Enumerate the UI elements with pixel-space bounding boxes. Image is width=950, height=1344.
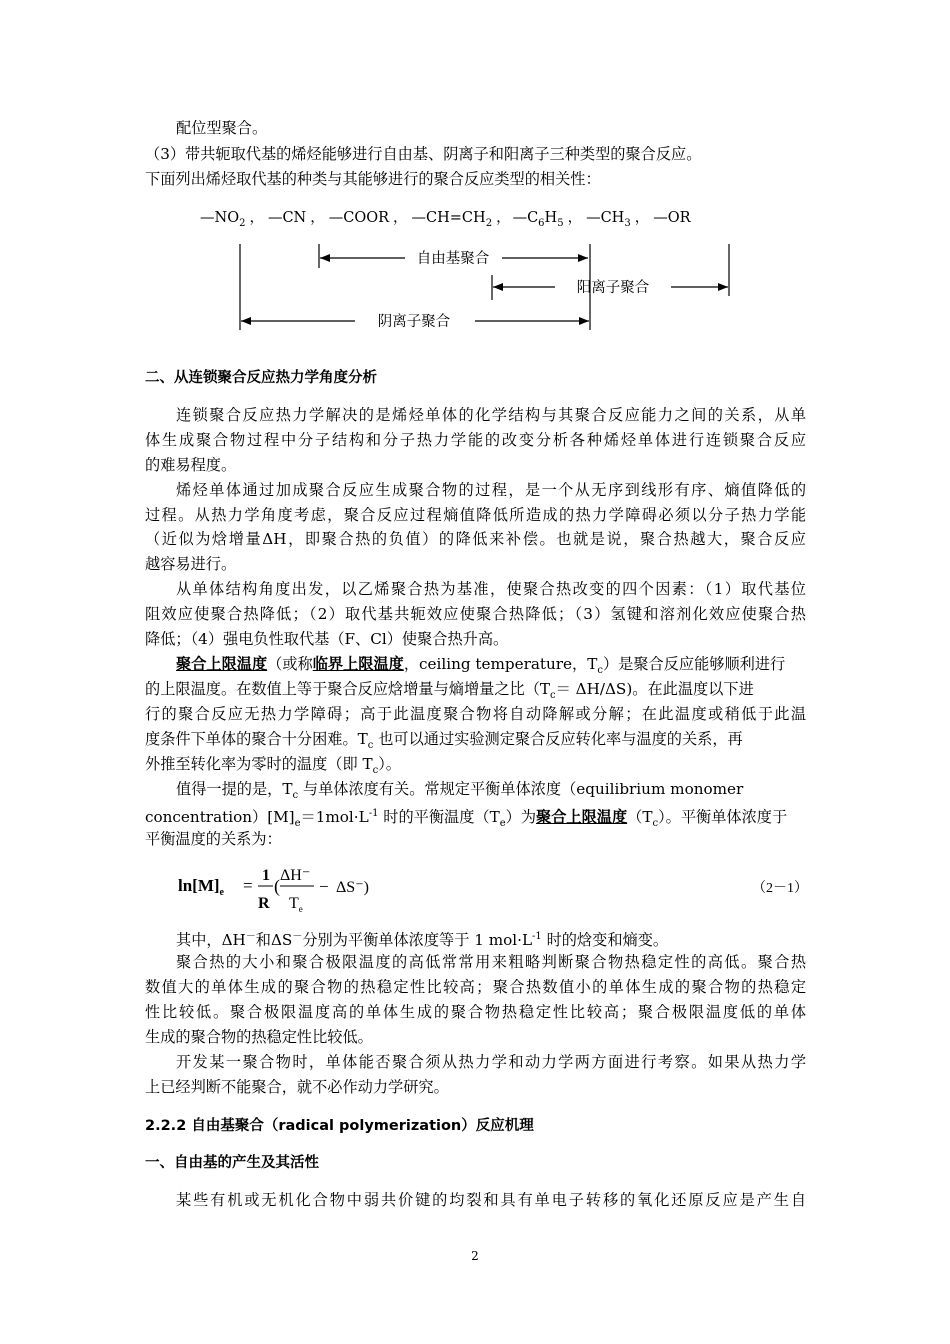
text-line: 的难易程度。 — [145, 456, 237, 474]
text-line: 烯烃单体通过加成聚合反应生成聚合物的过程，是一个从无序到线形有序、熵值降低的 — [176, 481, 806, 499]
text-line: 度条件下单体的聚合十分困难。$T_c$ 也可以通过实验测定聚合反应转化率与温度的关系，再 — [145, 730, 743, 752]
text-line: 值得一提的是，$T_c$ 与单体浓度有关。常规定平衡单体浓度（equilibrium monomer — [176, 780, 744, 802]
substituent-polymerization-diagram — [190, 200, 770, 340]
text-line: （近似为焓增量ΔH，即聚合热的负值）的降低来补偿。也就是说，聚合热越大，聚合反应 — [145, 530, 806, 548]
svg-text:ln[M]e: $\ln[M]_e$ — [178, 876, 224, 898]
anionic-polymerization-label: 阴离子聚合 — [377, 314, 451, 330]
equation-number: （2－1） — [752, 881, 808, 896]
svg-text:Te: $T_e$ — [289, 895, 303, 914]
text-line: 配位型聚合。 — [176, 119, 268, 137]
subsection-heading: 一、自由基的产生及其活性 — [145, 1155, 319, 1171]
text-line: 平衡温度的关系为： — [145, 830, 282, 848]
text-line: 下面列出烯烃取代基的种类与其能够进行的聚合反应类型的相关性： — [145, 170, 601, 188]
text-line: 从单体结构角度出发，以乙烯聚合热为基准，使聚合热改变的四个因素：（1）取代基位 — [176, 580, 806, 598]
svg-text:(: ( — [274, 876, 280, 896]
text-line: 行的聚合反应无热力学障碍；高于此温度聚合物将自动降解或分解；在此温度或稍低于此温 — [145, 705, 806, 723]
equation-2-1 — [176, 858, 816, 918]
term-ceiling-temperature: 聚合上限温度 — [536, 808, 628, 827]
text-line: 降低；（4）强电负性取代基（F、Cl）使聚合热升高。 — [145, 630, 509, 648]
text-line: 阻效应使聚合热降低；（2）取代基共轭效应使聚合热降低；（3）氢键和溶剂化效应使聚合热 — [145, 605, 806, 623]
radical-polymerization-label: 自由基聚合 — [416, 251, 490, 267]
page-number: 2 — [471, 1249, 479, 1263]
substituent-list: $—NO_2$ ， —CN ， —COOR ， $—CH=CH_2$ ， $—C_6H_5$ ， $—CH_3$ ， —OR — [200, 210, 691, 229]
text-line: 聚合上限温度（或称临界上限温度，ceiling temperature，$T_c$）是聚合反应能够顺利进行 — [176, 655, 786, 677]
text-line: 上已经判断不能聚合，就不必作动力学研究。 — [145, 1078, 449, 1096]
svg-text:ΔS⁻): ΔS⁻) — [336, 879, 369, 896]
svg-text:−: − — [319, 877, 329, 896]
svg-text:R: R — [258, 895, 270, 912]
cationic-polymerization-label: 阳离子聚合 — [576, 280, 650, 296]
text-line: 过程。从热力学角度考虑，聚合反应过程熵值降低所造成的热力学障碍必须以分子热力学能 — [145, 506, 806, 524]
text-line: 外推至转化率为零时的温度（即 $T_c$）。 — [145, 755, 401, 777]
section-heading: 二、从连锁聚合反应热力学角度分析 — [145, 370, 377, 386]
text-line: 体生成聚合物过程中分子结构和分子热力学能的改变分析各种烯烃单体进行连锁聚合反应 — [145, 431, 806, 449]
text-line: 数值大的单体生成的聚合物的热稳定性比较高；聚合热数值小的单体生成的聚合物的热稳定 — [145, 978, 806, 996]
text-line: 开发某一聚合物时，单体能否聚合须从热力学和动力学两方面进行考察。如果从热力学 — [176, 1053, 806, 1071]
text-line: 的上限温度。在数值上等于聚合反应焓增量与熵增量之比$(T_c= \Delta H/\Delta S)$。在此温度以下进 — [145, 680, 754, 702]
text-line: 某些有机或无机化合物中弱共价键的均裂和具有单电子转移的氧化还原反应是产生自 — [176, 1191, 806, 1209]
svg-text:ΔH⁻: ΔH⁻ — [280, 867, 311, 884]
text-line: 其中，ΔH－和ΔS－分别为平衡单体浓度等于 1 $mol\cdot L^{-1}$ 时的焓变和熵变。 — [176, 931, 669, 950]
text-line: 连锁聚合反应热力学解决的是烯烃单体的化学结构与其聚合反应能力之间的关系，从单 — [176, 406, 806, 424]
text-line: （3）带共轭取代基的烯烃能够进行自由基、阴离子和阳离子三种类型的聚合反应。 — [145, 145, 702, 163]
svg-text:1: 1 — [262, 867, 270, 884]
section-heading: 2.2.2 自由基聚合（radical polymerization）反应机理 — [145, 1118, 534, 1134]
text-line: $concentration)[M]_e=1mol\cdot L^{-1}$ 时的平衡温度$(T_e)$为聚合上限温度$(T_c)$。平衡单体浓度于 — [145, 808, 788, 830]
svg-text:=: = — [243, 876, 253, 895]
text-line: 越容易进行。 — [145, 555, 237, 573]
term-ceiling-temperature: 聚合上限温度 — [176, 655, 268, 673]
text-line: 生成的聚合物的热稳定性比较低。 — [145, 1028, 373, 1046]
term-critical-ceiling-temperature: 临界上限温度 — [312, 655, 404, 673]
text-line: 性比较低。聚合极限温度高的单体生成的聚合物热稳定性比较高；聚合极限温度低的单体 — [145, 1003, 806, 1021]
text-line: 聚合热的大小和聚合极限温度的高低常常用来粗略判断聚合物热稳定性的高低。聚合热 — [176, 953, 806, 971]
